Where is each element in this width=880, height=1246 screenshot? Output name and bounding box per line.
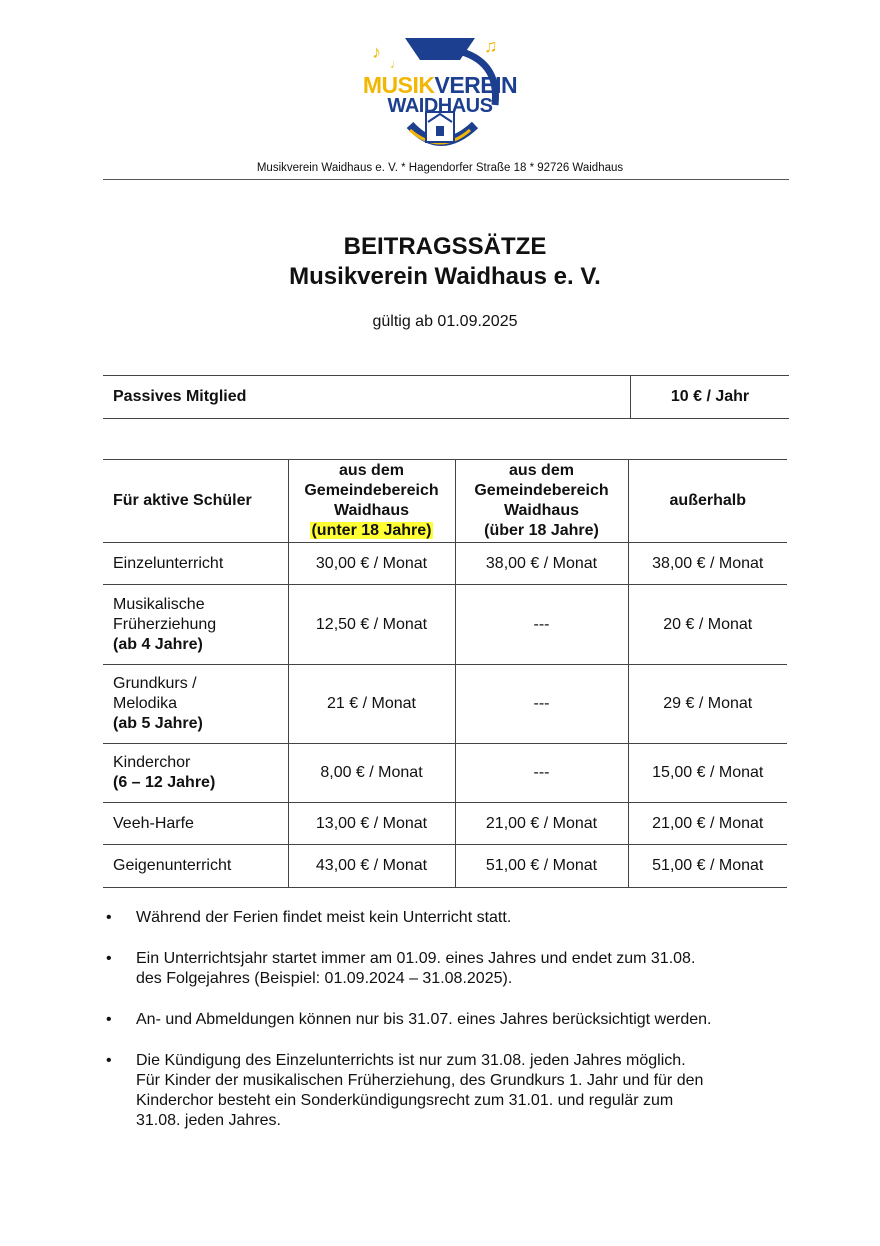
passive-price: 10 € / Jahr <box>631 376 790 419</box>
table-row: Einzelunterricht 30,00 € / Monat 38,00 € / Monat 38,00 € / Monat <box>103 543 787 585</box>
svg-text:♩: ♩ <box>390 57 402 71</box>
validity-date: gültig ab 01.09.2025 <box>372 313 518 330</box>
passive-label: Passives Mitglied <box>103 376 631 419</box>
table-row: Veeh-Harfe 13,00 € / Monat 21,00 € / Monat 21,00 € / Monat <box>103 803 787 845</box>
logo-wordmark: MUSIKVEREIN <box>362 72 518 98</box>
list-item: • Ein Unterrichtsjahr startet immer am 01.09. eines Jahres und endet zum 31.08. des Folgejahres (Beispiel: 01.09.2024 – 31.08.2025). <box>106 950 696 987</box>
header-local-under18: aus dem Gemeindebereich Waidhaus (unter 18 Jahre) <box>288 460 455 543</box>
table-row: Geigenunterricht 43,00 € / Monat 51,00 € / Monat 51,00 € / Monat <box>103 845 787 888</box>
header-divider <box>103 179 789 180</box>
header-local-over18: aus dem Gemeindebereich Waidhaus (über 18 Jahre) <box>455 460 628 543</box>
table-row: Musikalische Früherziehung (ab 4 Jahre) 12,50 € / Monat --- 20 € / Monat <box>103 585 787 665</box>
bullet-icon: • <box>106 950 112 967</box>
list-item: • Die Kündigung des Einzelunterrichts ist nur zum 31.08. jeden Jahres möglich. Für Kinder der musikalischen Früherziehung, des Grundkurs 1. Jahr und für den Kinderchor besteht ein Sonderkündigungsrecht zum 31.01. und regulär zum 31.08. jeden Jahres. <box>106 1052 704 1129</box>
notes-list <box>104 908 804 1152</box>
highlight-under18: (unter 18 Jahre) <box>311 522 432 539</box>
svg-text:♪: ♪ <box>372 42 381 62</box>
letterhead-address: Musikverein Waidhaus e. V. * Hagendorfer Straße 18 * 92726 Waidhaus <box>256 162 624 174</box>
table-row: Grundkurs / Melodika (ab 5 Jahre) 21 € / Monat --- 29 € / Monat <box>103 665 787 744</box>
header-outside: außerhalb <box>628 460 787 543</box>
fee-table-header <box>103 460 787 543</box>
bullet-icon: • <box>106 1011 112 1028</box>
list-item: • An- und Abmeldungen können nur bis 31.07. eines Jahres berücksichtigt werden. <box>106 1011 712 1028</box>
header-students: Für aktive Schüler <box>103 460 288 543</box>
musikverein-logo <box>350 30 530 160</box>
logo-wordmark-place: WAIDHAUS <box>387 95 493 117</box>
table-row: Kinderchor (6 – 12 Jahre) 8,00 € / Monat --- 15,00 € / Monat <box>103 744 787 803</box>
bullet-icon: • <box>106 1052 112 1069</box>
bullet-icon: • <box>106 909 112 926</box>
passive-member-table <box>103 375 789 419</box>
svg-text:♫: ♫ <box>484 36 498 56</box>
fee-table <box>103 459 787 888</box>
page-title: BEITRAGSSÄTZE Musikverein Waidhaus e. V. <box>289 233 601 290</box>
list-item: • Während der Ferien findet meist kein Unterricht statt. <box>106 909 512 926</box>
